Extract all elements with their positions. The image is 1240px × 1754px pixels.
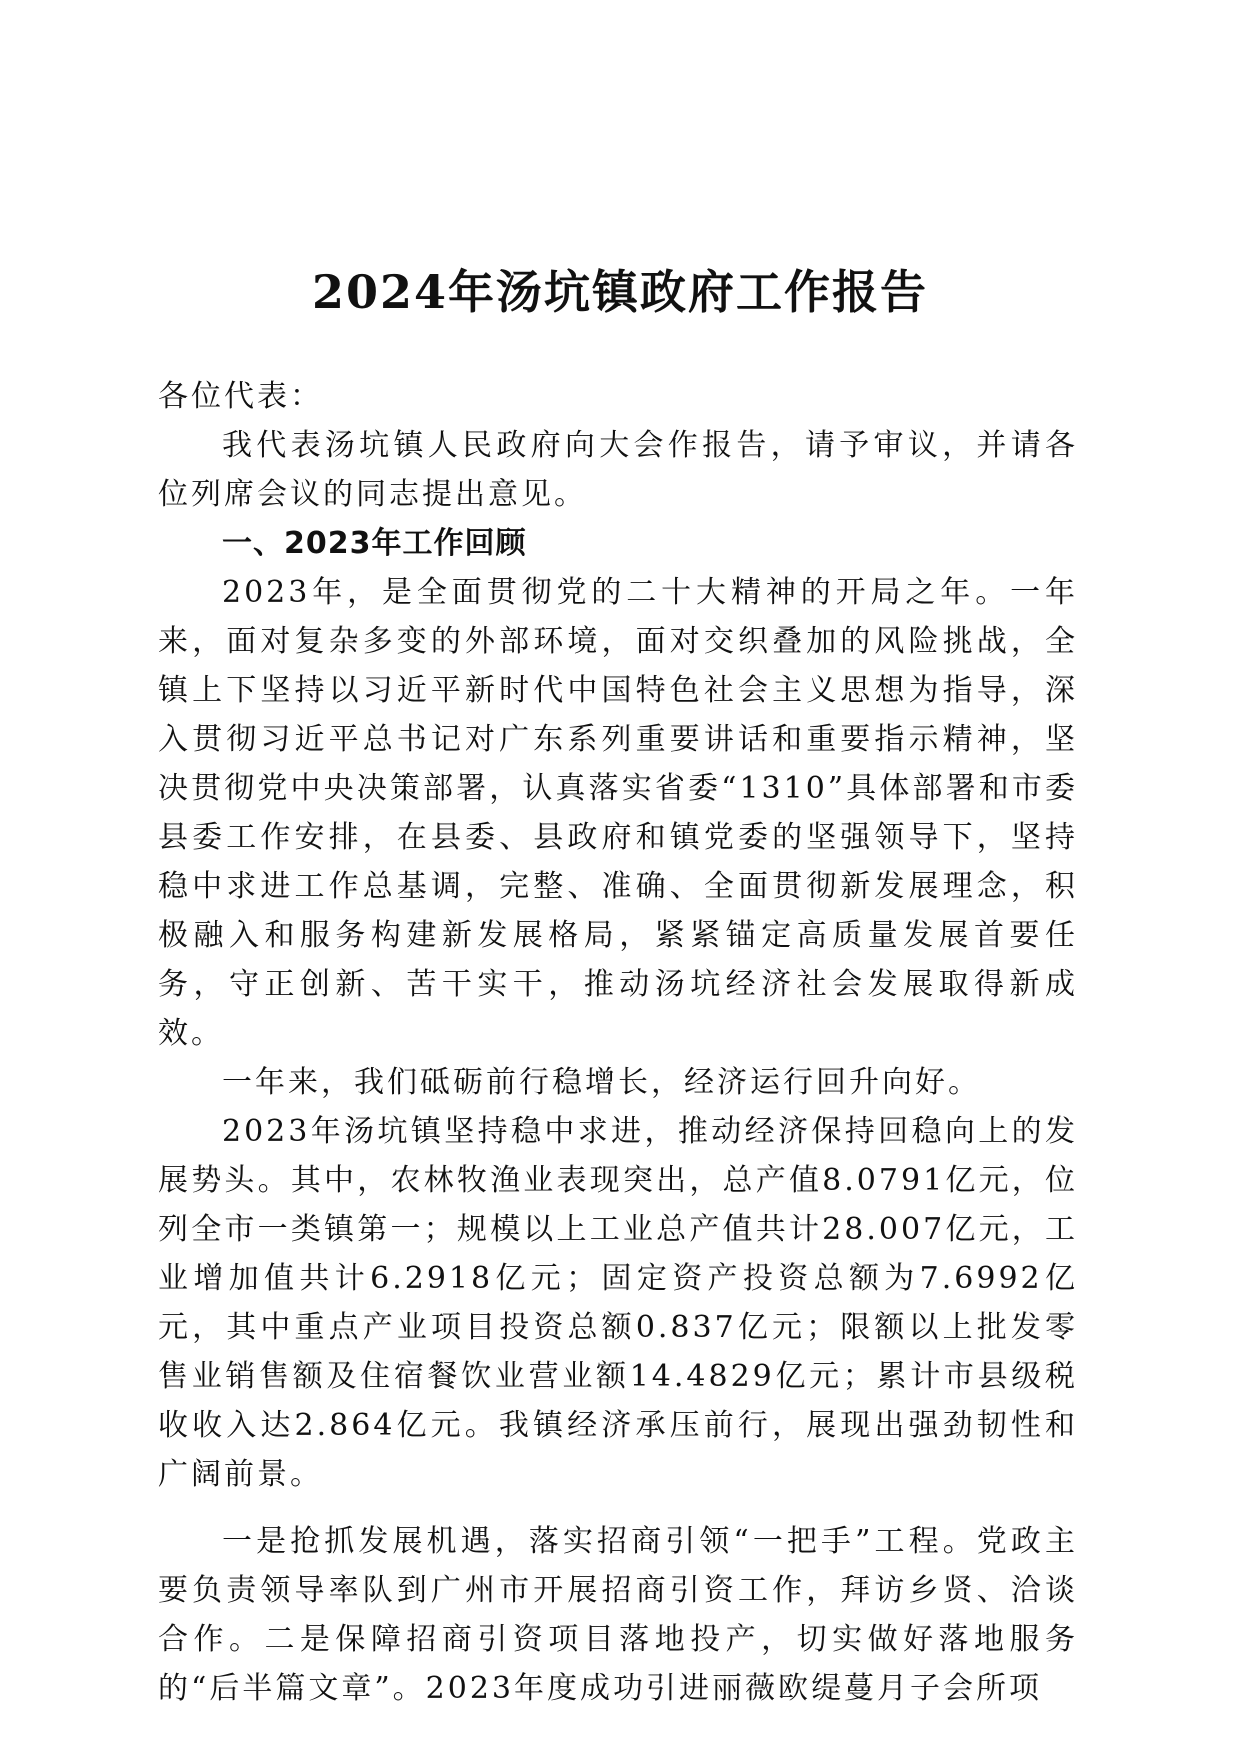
paragraph-investment: 一是抢抓发展机遇，落实招商引领“一把手”工程。党政主要负责领导率队到广州市开展招商引资工作，拜访乡贤、洽谈合作。二是保障招商引资项目落地投产，切实做好落地服务的“后半篇文章”。2023年度成功引进丽薇欧缇蔓月子会所项	[158, 1524, 1078, 1706]
paragraph-economy: 2023年汤坑镇坚持稳中求进，推动经济保持回稳向上的发展势头。其中，农林牧渔业表现突出，总产值8.0791亿元，位列全市一类镇第一；规模以上工业总产值共计28.007亿元，工业增加值共计6.2918亿元；固定资产投资总额为7.6992亿元，其中重点产业项目投资总额0.837亿元；限额以上批发零售业销售额及住宿餐饮业营业额14.4829亿元；累计市县级税收收入达2.864亿元。我镇经济承压前行，展现出强劲韧性和广阔前景。	[158, 1114, 1078, 1492]
paragraph-review: 2023年，是全面贯彻党的二十大精神的开局之年。一年来，面对复杂多变的外部环境，面对交织叠加的风险挑战，全镇上下坚持以习近平新时代中国特色社会主义思想为指导，深入贯彻习近平总书记对广东系列重要讲话和重要指示精神，坚决贯彻党中央决策部署，认真落实省委“1310”具体部署和市委县委工作安排，在县委、县政府和镇党委的坚强领导下，坚持稳中求进工作总基调，完整、准确、全面贯彻新发展理念，积极融入和服务构建新发展格局，紧紧锚定高质量发展首要任务，守正创新、苦干实干，推动汤坑经济社会发展取得新成效。	[158, 575, 1078, 1051]
paragraph-spacer	[158, 1499, 1078, 1517]
section-heading: 一、2023年工作回顾	[222, 526, 527, 561]
document-title: 2024年汤坑镇政府工作报告	[311, 265, 929, 319]
document-body	[158, 372, 1078, 1713]
salutation: 各位代表：	[158, 379, 323, 414]
paragraph-summary: 一年来，我们砥砺前行稳增长，经济运行回升向好。	[222, 1065, 981, 1100]
paragraph-intro: 我代表汤坑镇人民政府向大会作报告，请予审议，并请各位列席会议的同志提出意见。	[158, 428, 1078, 512]
